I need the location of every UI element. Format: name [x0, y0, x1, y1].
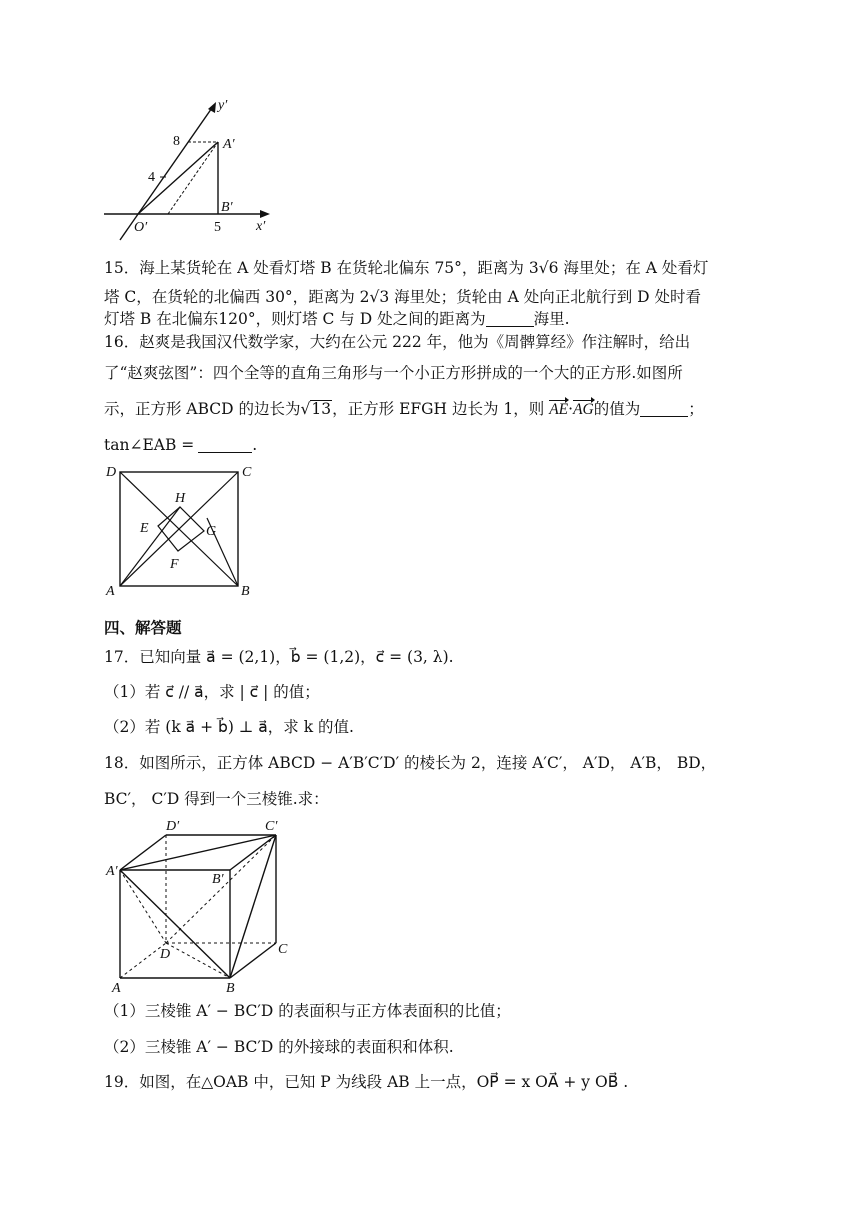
vector-ae: AE — [549, 399, 568, 421]
label-a: A — [112, 981, 121, 995]
label-c1: C′ — [265, 819, 278, 834]
q16-line-3-mid: ，正方形 EFGH 边长为 1，则 — [332, 400, 545, 418]
dot-operator: · — [568, 400, 574, 418]
cube-figure — [100, 815, 300, 995]
q16-answer-blank-2[interactable] — [198, 436, 252, 453]
label-d: D — [106, 465, 117, 480]
q15-line-3 — [104, 308, 570, 330]
q19-line-1: 19．如图，在△OAB 中，已知 P 为线段 AB 上一点，OP⃗ = x OA⃗ + y OB⃗ . — [104, 1073, 629, 1091]
q18-part-2: （2）三棱锥 A′ − BC′D 的外接球的表面积和体积. — [104, 1038, 454, 1056]
axis-x-label: x′ — [256, 219, 266, 234]
q17-part-2: （2）若 (k a⃗ + b⃗) ⊥ a⃗，求 k 的值. — [104, 718, 354, 736]
label-f: F — [170, 557, 179, 572]
label-d1: D′ — [166, 819, 180, 834]
point-a-label: A′ — [223, 137, 235, 152]
axis-y-label: y′ — [218, 98, 228, 113]
q17-line-1: 17．已知向量 a⃗ = (2,1)，b⃗ = (1,2)，c⃗ = (3, λ). — [104, 648, 454, 666]
q15-line-3-text: 灯塔 B 在北偏东120°，则灯塔 C 与 D 处之间的距离为 — [104, 310, 486, 328]
q15-line-1: 15．海上某货轮在 A 处看灯塔 B 在货轮北偏东 75°，距离为 3√6 海里处；在 A 处看灯 — [104, 259, 709, 277]
q16-line-3-text: 示，正方形 ABCD 的边长为 — [104, 400, 301, 418]
q16-line-1: 16．赵爽是我国汉代数学家，大约在公元 222 年，他为《周髀算经》作注解时，给出 — [104, 333, 691, 351]
tick-5-label: 5 — [214, 220, 221, 235]
label-b: B — [226, 981, 235, 995]
q16-answer-blank-1[interactable] — [640, 400, 688, 417]
tick-4-label: 4 — [148, 170, 155, 185]
q16-line-4-end: . — [252, 436, 258, 454]
vector-ag: AG — [573, 399, 594, 421]
label-b1: B′ — [212, 872, 224, 887]
label-d: D — [160, 947, 171, 962]
q17-part-1: （1）若 c⃗ // a⃗，求 | c⃗ | 的值； — [104, 683, 320, 701]
q16-sqrt-value: 13 — [311, 400, 332, 418]
label-c: C — [242, 465, 252, 480]
section-heading: 四、解答题 — [104, 619, 182, 637]
q16-tan-text: tan∠EAB = — [104, 436, 195, 454]
q15-line-2: 塔 C，在货轮的北偏西 30°，距离为 2√3 海里处；货轮由 A 处向正北航行到 D 处时看 — [104, 288, 701, 306]
q18-line-1: 18．如图所示，正方体 ABCD − A′B′C′D′ 的棱长为 2，连接 A′C′， A′D， A′B， BD， — [104, 754, 717, 772]
q16-line-2: 了“赵爽弦图”：四个全等的直角三角形与一个小正方形拼成的一个大的正方形.如图所 — [104, 364, 683, 382]
q16-line-3-tail: 的值为 — [593, 400, 641, 418]
q16-line-4 — [104, 434, 257, 456]
oblique-axis-figure — [100, 95, 280, 245]
q18-part-1: （1）三棱锥 A′ − BC′D 的表面积与正方体表面积的比值； — [104, 1002, 511, 1020]
q16-line-3-end: ； — [688, 400, 704, 418]
q15-answer-blank[interactable] — [486, 310, 534, 327]
point-b-label: B′ — [221, 200, 233, 215]
tick-8-label: 8 — [173, 134, 180, 149]
q16-line-3: 示，正方形 ABCD 的边长为√13，正方形 EFGH 边长为 1，则 AE·AG的值为 ； — [104, 398, 704, 421]
label-c: C — [278, 942, 288, 957]
label-g: G — [206, 524, 217, 539]
q15-unit: 海里. — [533, 310, 570, 328]
label-a: A — [106, 584, 115, 599]
label-h: H — [175, 491, 186, 506]
q18-line-2: BC′， C′D 得到一个三棱锥.求： — [104, 790, 329, 808]
origin-label: O′ — [134, 220, 148, 235]
label-b: B — [241, 584, 250, 599]
label-a1: A′ — [106, 864, 118, 879]
zhao-shuang-figure — [100, 460, 260, 600]
label-e: E — [140, 521, 149, 536]
